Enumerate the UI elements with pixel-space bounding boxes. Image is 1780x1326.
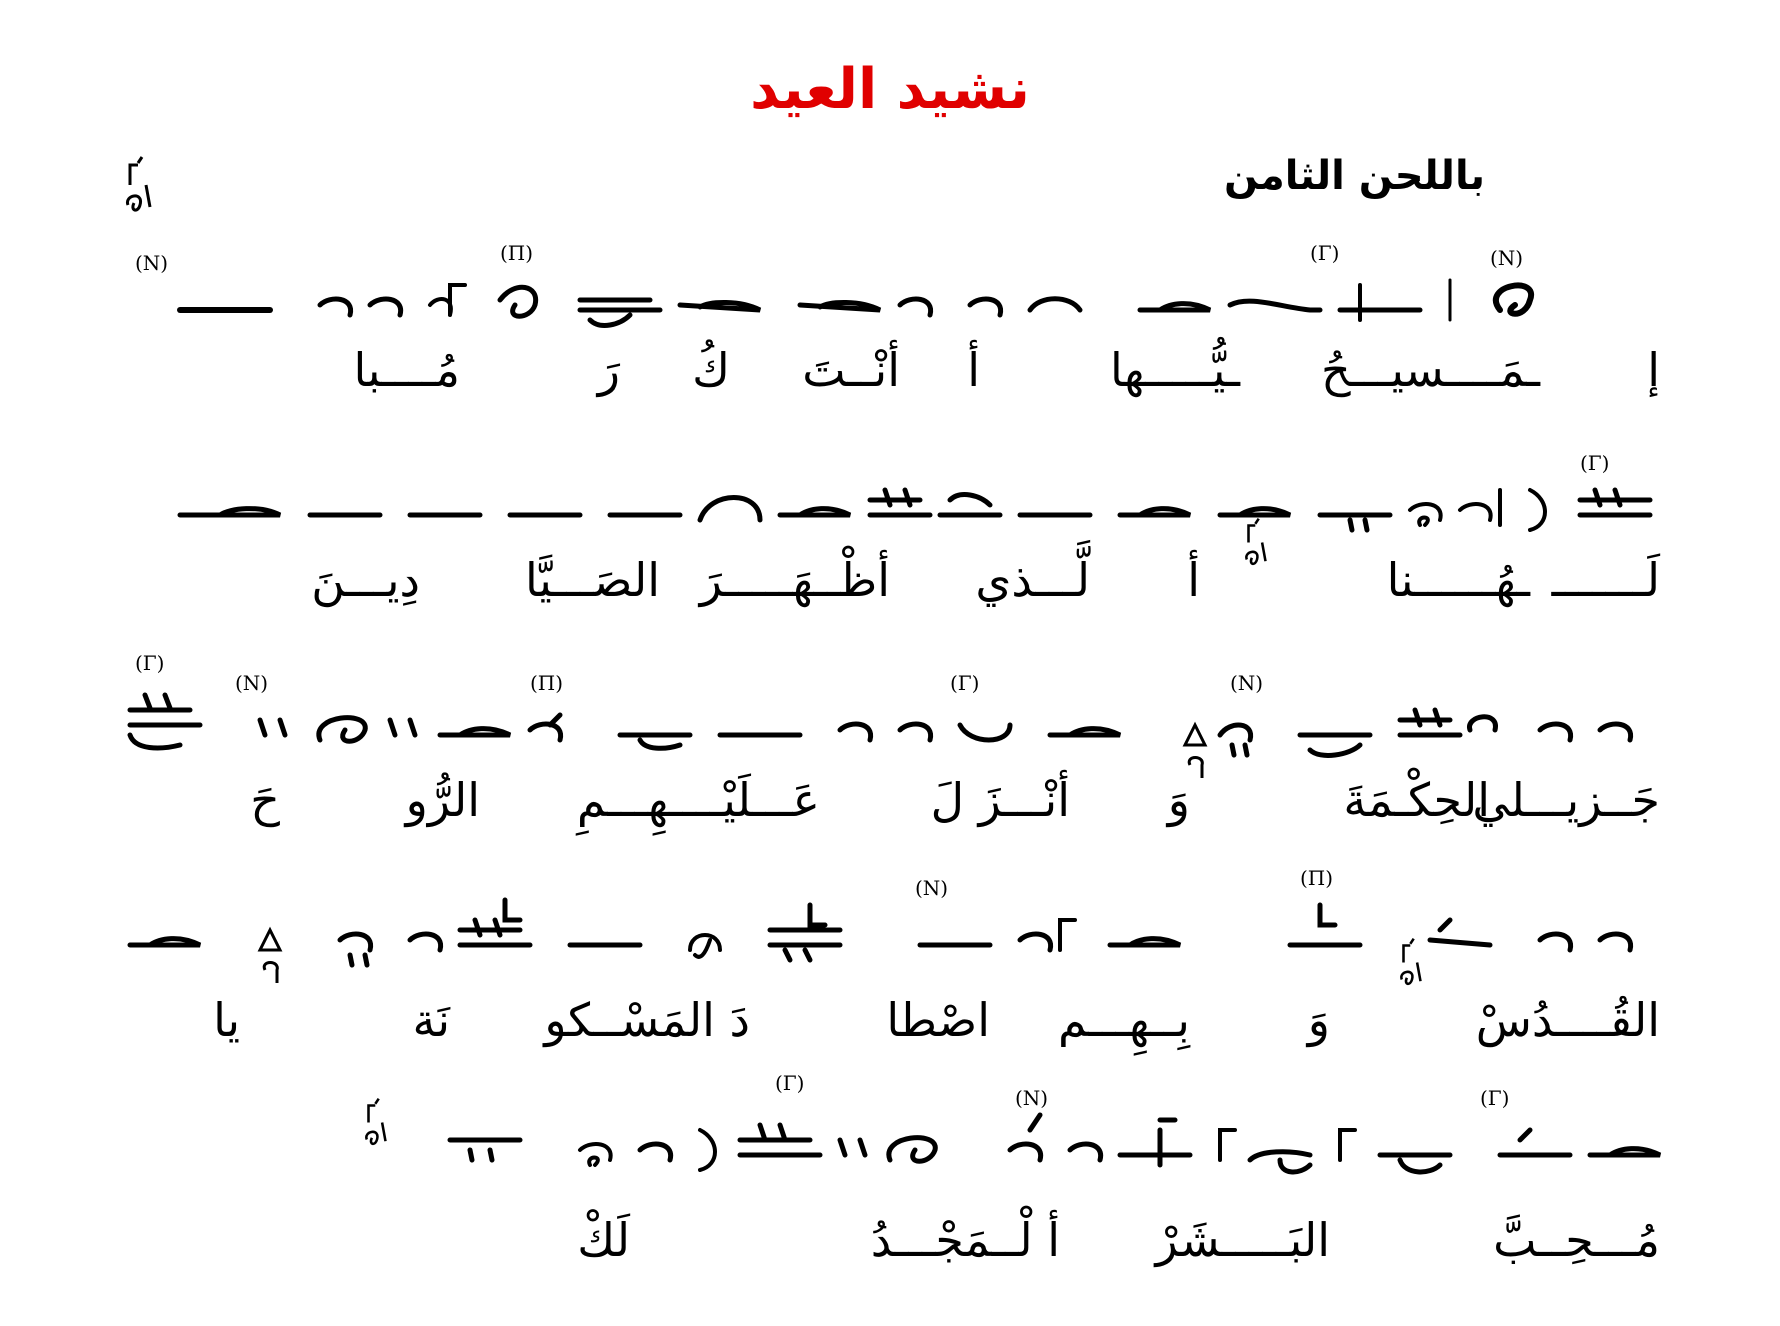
lyric-row-5 bbox=[120, 1205, 1660, 1275]
lyric-syllable: أنْــتَ bbox=[802, 343, 900, 397]
lyric-syllable: أ bbox=[1187, 553, 1200, 607]
lyric-row-1 bbox=[120, 335, 1660, 405]
lyric-syllable: أنْـــزَ لَ bbox=[930, 773, 1070, 827]
lyric-syllable: لَّـــذي bbox=[975, 553, 1090, 607]
svg-text:(Π): (Π) bbox=[530, 671, 564, 695]
page-title: نشيد العيد bbox=[750, 57, 1030, 122]
svg-text:(Γ): (Γ) bbox=[1580, 451, 1610, 475]
lyric-syllable: دِيـــنَ bbox=[311, 553, 420, 607]
lyric-syllable: أ bbox=[967, 343, 980, 397]
lyric-syllable: الصَـــيَّا bbox=[524, 553, 660, 607]
lyric-syllable: أ لْــمَجْـــدُ bbox=[870, 1213, 1060, 1267]
subtitle-mode: باللحن الثامن bbox=[1224, 153, 1485, 199]
svg-text:(Ν): (Ν) bbox=[1015, 1086, 1049, 1110]
lyric-row-2 bbox=[120, 545, 1660, 615]
svg-text:(Γ): (Γ) bbox=[135, 651, 165, 675]
lyric-syllable: وَ bbox=[1167, 773, 1190, 827]
lyric-syllable: البَـــــشَرْ bbox=[1155, 1213, 1330, 1267]
lyric-syllable: مُـــحِــبَّ bbox=[1493, 1213, 1660, 1267]
lyric-syllable: رَ bbox=[597, 343, 620, 397]
lyric-syllable: ـمَــــسيـــحُ bbox=[1320, 343, 1540, 397]
lyric-syllable: لَكْ bbox=[577, 1213, 630, 1267]
lyric-row-3 bbox=[120, 765, 1660, 835]
svg-text:(Ν): (Ν) bbox=[1230, 671, 1264, 695]
neume-row-2 bbox=[120, 430, 1660, 540]
lyric-syllable: ـيُّـــــها bbox=[1110, 343, 1240, 397]
mode-sign-icon bbox=[360, 1095, 394, 1150]
lyric-syllable: وَ bbox=[1307, 993, 1330, 1047]
svg-text:(Ν): (Ν) bbox=[1490, 246, 1524, 270]
lyric-syllable: كُ bbox=[692, 343, 730, 397]
lyric-syllable: أظْــهَـــــرَ bbox=[699, 553, 890, 607]
lyric-syllable: دَ المَسْــكو bbox=[544, 993, 750, 1047]
lyric-syllable: الرُّو bbox=[405, 773, 480, 827]
mode-sign-icon bbox=[1395, 935, 1429, 990]
lyric-syllable: بِــهِـــم bbox=[1057, 993, 1190, 1047]
lyric-syllable: ـهُــــــنا bbox=[1386, 553, 1530, 607]
svg-text:(Π): (Π) bbox=[1300, 866, 1334, 890]
lyric-syllable: يا bbox=[213, 993, 240, 1047]
mode-sign-icon bbox=[120, 155, 160, 215]
lyric-syllable: نَة bbox=[412, 993, 450, 1047]
svg-text:(Ν): (Ν) bbox=[135, 251, 169, 275]
lyric-syllable: مُــــبا bbox=[353, 343, 460, 397]
svg-text:(Ν): (Ν) bbox=[235, 671, 269, 695]
svg-text:(Π): (Π) bbox=[500, 241, 534, 265]
svg-text:(Γ): (Γ) bbox=[1310, 241, 1340, 265]
lyric-syllable: الحِكْـمَةَ bbox=[1343, 773, 1490, 827]
svg-text:(Γ): (Γ) bbox=[775, 1071, 805, 1095]
neume-row-4 bbox=[120, 860, 1660, 970]
neume-row-3 bbox=[120, 650, 1660, 760]
lyric-syllable: القُــــدُسْ bbox=[1475, 993, 1660, 1047]
lyric-syllable: جَــزيـــلي bbox=[1472, 773, 1660, 827]
svg-text:(Ν): (Ν) bbox=[915, 876, 949, 900]
lyric-syllable: لَـــــــ bbox=[1551, 553, 1660, 607]
svg-text:(Γ): (Γ) bbox=[1480, 1086, 1510, 1110]
lyric-row-4 bbox=[120, 985, 1660, 1055]
neume-row-1 bbox=[120, 225, 1660, 335]
neume-row-5 bbox=[120, 1070, 1660, 1180]
lyric-syllable: حَ bbox=[250, 773, 280, 827]
lyric-syllable: اصْطا bbox=[886, 993, 990, 1047]
svg-text:(Γ): (Γ) bbox=[950, 671, 980, 695]
ison-sign-icon bbox=[255, 925, 285, 985]
lyric-syllable: عَـــلَيْــــهِـــمِ bbox=[576, 773, 820, 827]
lyric-syllable: إ bbox=[1647, 343, 1660, 397]
